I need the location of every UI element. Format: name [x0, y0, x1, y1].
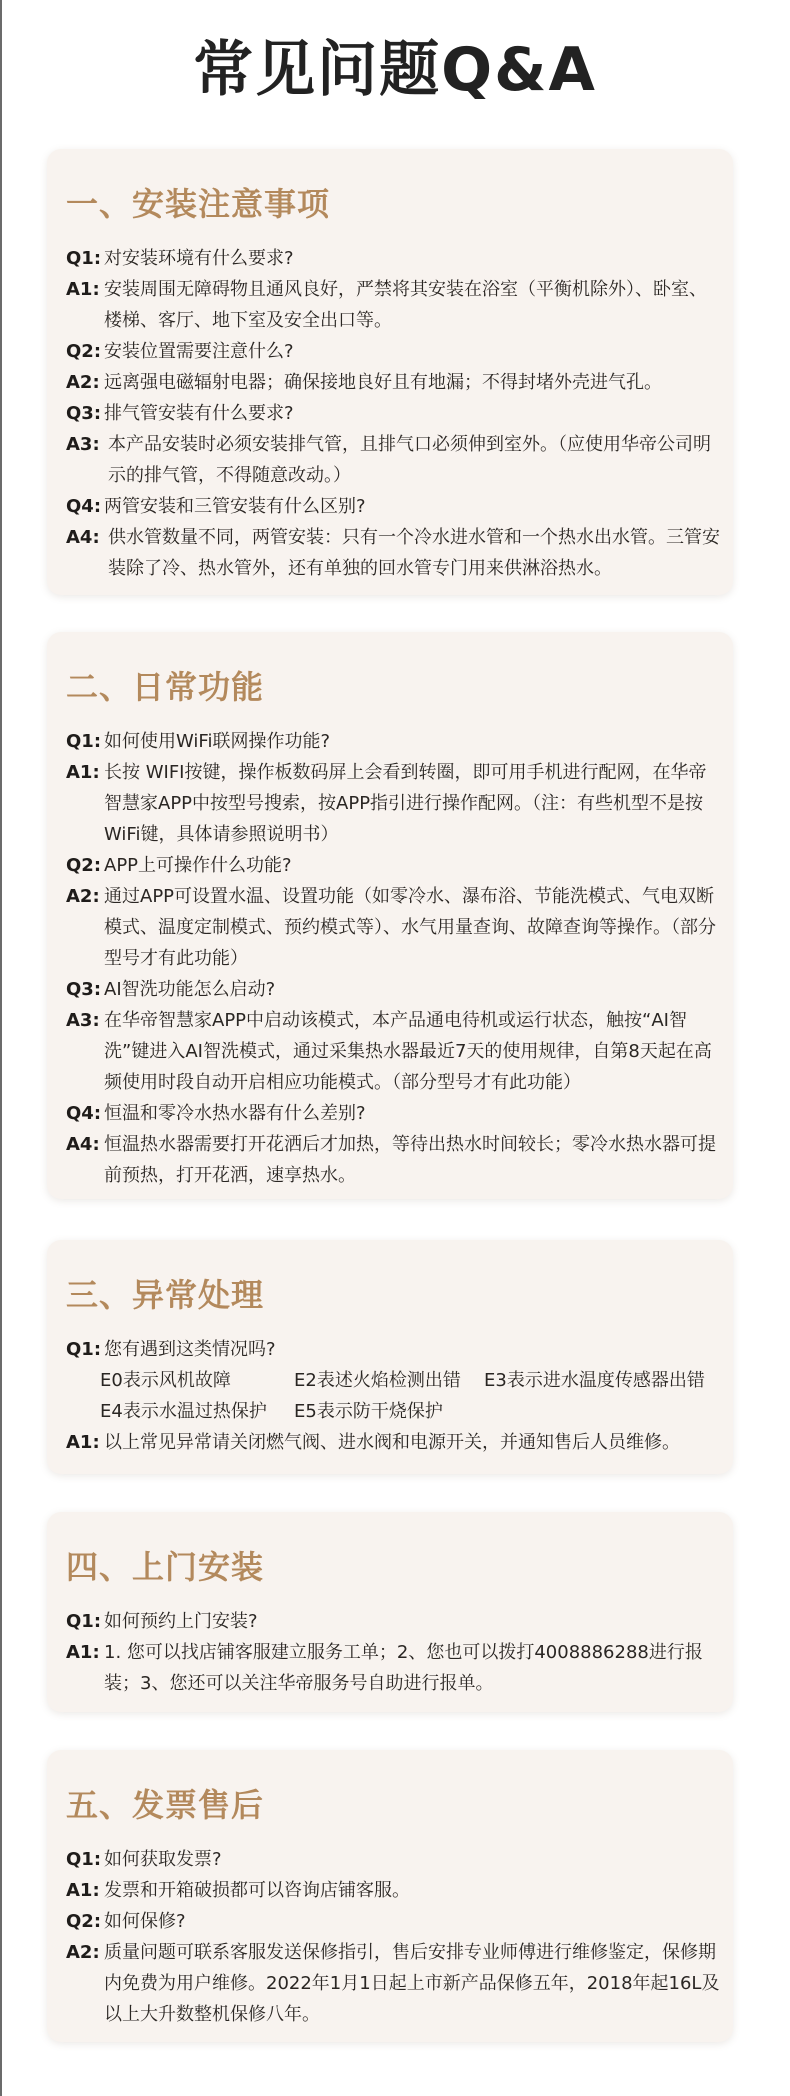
- answer-tag: A2:: [66, 886, 100, 907]
- question-row: [66, 491, 723, 522]
- question-row: [66, 1606, 723, 1637]
- error-code-e5: E5表示防干烧保护: [294, 1401, 443, 1422]
- question-text: 您有遇到这类情况吗?: [104, 1339, 276, 1360]
- section-invoice-after-sales: [47, 1750, 733, 2042]
- question-row: [66, 243, 723, 274]
- answer-row: [66, 1875, 723, 1906]
- section-title: 一、安装注意事项: [66, 185, 331, 223]
- question-tag: Q1:: [66, 731, 102, 752]
- question-text: 安装位置需要注意什么?: [104, 341, 294, 362]
- answer-text: 供水管数量不同，两管安装：只有一个冷水进水管和一个热水出水管。三管安装除了冷、热水管外，还有单独的回水管专门用来供淋浴热水。: [108, 527, 720, 579]
- answer-tag: A4:: [66, 1134, 100, 1155]
- page-title: 常见问题Q&A: [193, 35, 597, 105]
- error-code-row: [100, 1365, 723, 1396]
- answer-tag: A4:: [66, 527, 100, 548]
- section-title: 二、日常功能: [66, 668, 265, 706]
- answer-tag: A1:: [66, 279, 100, 300]
- answer-text: 在华帝智慧家APP中启动该模式，本产品通电待机或运行状态，触按“AI智洗”键进入AI智洗模式，通过采集热水器最近7天的使用规律，自第8天起在高频使用时段自动开启相应功能模式。（部分型号才有此功能）: [104, 1010, 712, 1093]
- question-tag: Q4:: [66, 1103, 102, 1124]
- section-title: 三、异常处理: [66, 1276, 265, 1314]
- answer-text: 1. 您可以找店铺客服建立服务工单；2、您也可以拨打4008886288进行报装；3、您还可以关注华帝服务号自助进行报单。: [104, 1642, 703, 1694]
- question-row: [66, 726, 723, 757]
- answer-row: [66, 274, 723, 336]
- answer-text: 远离强电磁辐射电器；确保接地良好且有地漏；不得封堵外壳进气孔。: [104, 372, 662, 393]
- question-text: 如何预约上门安装?: [104, 1611, 258, 1632]
- question-tag: Q4:: [66, 496, 102, 517]
- question-tag: Q1:: [66, 1611, 102, 1632]
- question-text: 排气管安装有什么要求?: [104, 403, 294, 424]
- error-code-e0: E0表示风机故障: [100, 1370, 231, 1391]
- answer-row: [66, 757, 723, 850]
- error-code-e4: E4表示水温过热保护: [100, 1401, 267, 1422]
- answer-text: 通过APP可设置水温、设置功能（如零冷水、瀑布浴、节能洗模式、气电双断模式、温度定制模式、预约模式等）、水气用量查询、故障查询等操作。（部分型号才有此功能）: [104, 886, 716, 969]
- answer-tag: A1:: [66, 1432, 100, 1453]
- question-tag: Q2:: [66, 855, 102, 876]
- answer-text: 质量问题可联系客服发送保修指引，售后安排专业师傅进行维修鉴定，保修期内免费为用户维修。2022年1月1日起上市新产品保修五年，2018年起16L及以上大升数整机保修八年。: [104, 1942, 720, 2025]
- answer-row: [66, 367, 723, 398]
- section-title: 四、上门安装: [66, 1548, 265, 1586]
- question-text: 如何使用WiFi联网操作功能?: [104, 731, 331, 752]
- answer-row: [66, 1937, 723, 2030]
- section-installation-notes: [47, 149, 733, 595]
- answer-tag: A2:: [66, 372, 100, 393]
- section-daily-functions: [47, 632, 733, 1199]
- answer-row: [66, 1427, 723, 1458]
- answer-row: [66, 881, 723, 974]
- question-text: 对安装环境有什么要求?: [104, 248, 294, 269]
- section-title: 五、发票售后: [66, 1786, 265, 1824]
- question-tag: Q1:: [66, 1849, 102, 1870]
- answer-tag: A3:: [66, 434, 100, 455]
- question-row: [66, 398, 723, 429]
- question-row: [66, 1844, 723, 1875]
- answer-text: 恒温热水器需要打开花洒后才加热，等待出热水时间较长；零冷水热水器可提前预热，打开花洒，速享热水。: [104, 1134, 716, 1186]
- question-row: [66, 336, 723, 367]
- answer-row: [66, 1129, 723, 1191]
- error-code-e3: E3表示进水温度传感器出错: [484, 1370, 705, 1391]
- question-tag: Q1:: [66, 1339, 102, 1360]
- answer-row: [66, 522, 723, 584]
- question-tag: Q3:: [66, 403, 102, 424]
- question-tag: Q3:: [66, 979, 102, 1000]
- question-row: [66, 974, 723, 1005]
- answer-row: [66, 429, 723, 491]
- page-left-border: [0, 0, 2, 2096]
- section-onsite-installation: [47, 1512, 733, 1712]
- question-row: [66, 1906, 723, 1937]
- question-tag: Q2:: [66, 1911, 102, 1932]
- answer-tag: A1:: [66, 1880, 100, 1901]
- error-code-e2: E2表述火焰检测出错: [294, 1370, 461, 1391]
- error-code-list: [66, 1365, 723, 1427]
- answer-text: 本产品安装时必须安装排气管，且排气口必须伸到室外。（应使用华帝公司明示的排气管，不得随意改动。）: [108, 434, 711, 486]
- answer-tag: A1:: [66, 762, 100, 783]
- question-row: [66, 850, 723, 881]
- answer-tag: A2:: [66, 1942, 100, 1963]
- answer-text: 以上常见异常请关闭燃气阀、进水阀和电源开关，并通知售后人员维修。: [104, 1432, 680, 1453]
- section-error-handling: [47, 1240, 733, 1474]
- question-row: [66, 1334, 723, 1365]
- answer-tag: A1:: [66, 1642, 100, 1663]
- answer-text: 发票和开箱破损都可以咨询店铺客服。: [104, 1880, 410, 1901]
- question-text: 两管安装和三管安装有什么区别?: [104, 496, 366, 517]
- question-text: AI智洗功能怎么启动?: [104, 979, 276, 1000]
- question-text: 如何保修?: [104, 1911, 186, 1932]
- question-text: APP上可操作什么功能?: [104, 855, 292, 876]
- answer-tag: A3:: [66, 1010, 100, 1031]
- question-text: 如何获取发票?: [104, 1849, 222, 1870]
- answer-text: 长按 WIFI按键，操作板数码屏上会看到转圈，即可用手机进行配网，在华帝智慧家APP中按型号搜索，按APP指引进行操作配网。（注：有些机型不是按WiFi键，具体请参照说明书）: [104, 762, 707, 845]
- answer-row: [66, 1637, 723, 1699]
- error-code-row: [100, 1396, 723, 1427]
- question-tag: Q2:: [66, 341, 102, 362]
- answer-row: [66, 1005, 723, 1098]
- question-tag: Q1:: [66, 248, 102, 269]
- question-row: [66, 1098, 723, 1129]
- question-text: 恒温和零冷水热水器有什么差别?: [104, 1103, 366, 1124]
- answer-text: 安装周围无障碍物且通风良好，严禁将其安装在浴室（平衡机除外）、卧室、楼梯、客厅、地下室及安全出口等。: [104, 279, 707, 331]
